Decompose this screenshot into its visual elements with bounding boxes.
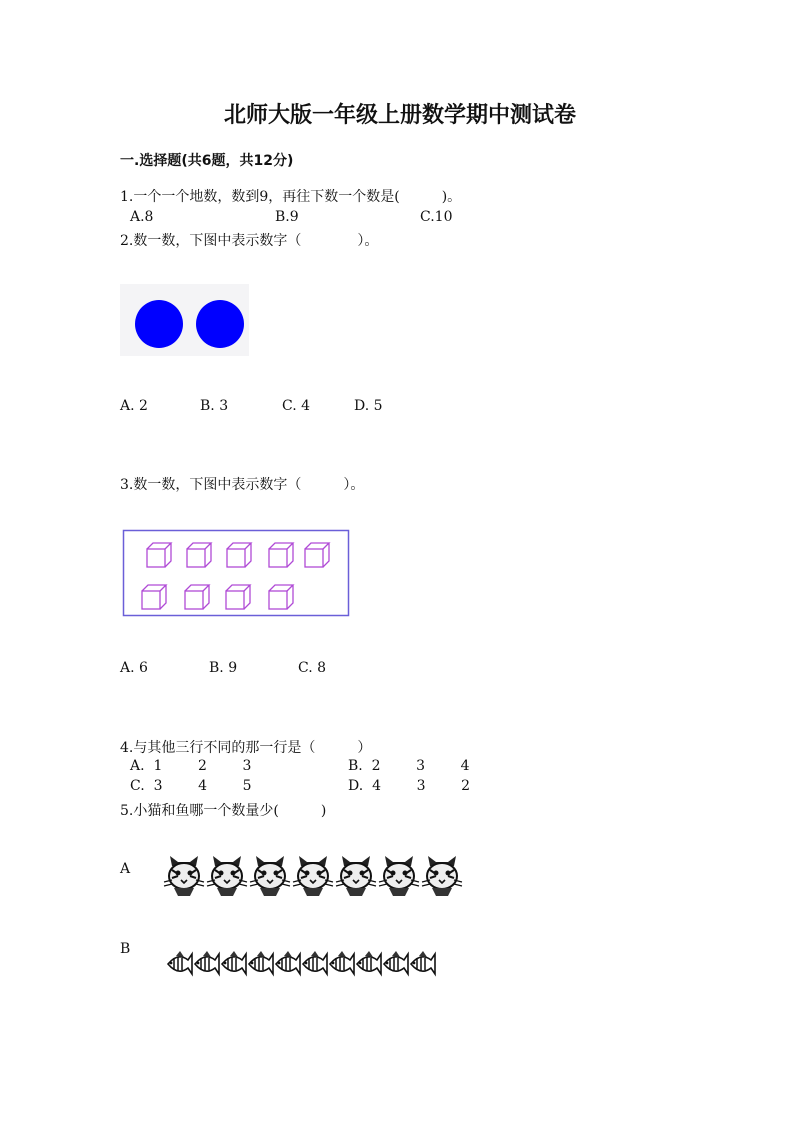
cube-icon xyxy=(305,543,329,567)
question-3-option-c[interactable]: C. 8 xyxy=(298,660,327,676)
fish-row xyxy=(162,946,442,982)
question-2-text: 2.数一数，下图中表示数字（ ）。 xyxy=(120,233,379,249)
cat-icon xyxy=(164,856,204,896)
cat-icon xyxy=(250,856,290,896)
question-1-option-b[interactable]: B.9 xyxy=(275,209,299,225)
fish-icon xyxy=(411,951,435,974)
cat-icon xyxy=(336,856,376,896)
cube-icon xyxy=(147,543,171,567)
question-2-option-c[interactable]: C. 4 xyxy=(282,398,311,414)
fish-icon xyxy=(276,951,300,974)
question-1-option-a[interactable]: A.8 xyxy=(130,209,154,225)
fish-icon xyxy=(195,951,219,974)
blue-circle xyxy=(196,300,244,348)
page-title: 北师大版一年级上册数学期中测试卷 xyxy=(223,103,576,128)
cube-icon xyxy=(226,585,250,609)
fish-icon xyxy=(168,951,192,974)
cubes-figure xyxy=(122,529,350,617)
cat-icon xyxy=(379,856,419,896)
question-1-text: 1.一个一个地数，数到9，再往下数一个数是( )。 xyxy=(120,189,462,205)
cat-icon xyxy=(293,856,333,896)
cube-icon xyxy=(269,543,293,567)
cube-icon xyxy=(187,543,211,567)
question-4-option-b[interactable]: B. 2 3 4 xyxy=(348,758,470,774)
two-circles-figure xyxy=(120,284,249,356)
fish-icon xyxy=(384,951,408,974)
fish-icon xyxy=(222,951,246,974)
cube-icon xyxy=(269,585,293,609)
fish-icon xyxy=(357,951,381,974)
question-5-text: 5.小猫和鱼哪一个数量少( ) xyxy=(120,803,327,819)
question-2-option-d[interactable]: D. 5 xyxy=(354,398,383,414)
fish-icon xyxy=(330,951,354,974)
question-4-text: 4.与其他三行不同的那一行是（ ） xyxy=(120,740,372,756)
question-3-option-a[interactable]: A. 6 xyxy=(120,660,148,676)
fish-icon xyxy=(249,951,273,974)
fish-icon xyxy=(303,951,327,974)
question-4-option-a[interactable]: A. 1 2 3 xyxy=(130,758,252,774)
cat-icon xyxy=(207,856,247,896)
question-3-text: 3.数一数，下图中表示数字（ ）。 xyxy=(120,477,365,493)
question-1-option-c[interactable]: C.10 xyxy=(420,209,453,225)
blue-circle xyxy=(135,300,183,348)
section-heading: 一.选择题(共6题，共12分) xyxy=(120,153,294,169)
cats-row xyxy=(160,852,470,900)
cube-icon xyxy=(142,585,166,609)
option-b-label[interactable]: B xyxy=(120,941,131,957)
question-2-option-b[interactable]: B. 3 xyxy=(200,398,229,414)
question-4-option-d[interactable]: D. 4 3 2 xyxy=(348,778,471,794)
question-3-option-b[interactable]: B. 9 xyxy=(209,660,238,676)
cube-icon xyxy=(185,585,209,609)
question-4-option-c[interactable]: C. 3 4 5 xyxy=(130,778,252,794)
question-2-option-a[interactable]: A. 2 xyxy=(120,398,148,414)
option-a-label[interactable]: A xyxy=(120,861,131,877)
cat-icon xyxy=(422,856,462,896)
cube-icon xyxy=(227,543,251,567)
